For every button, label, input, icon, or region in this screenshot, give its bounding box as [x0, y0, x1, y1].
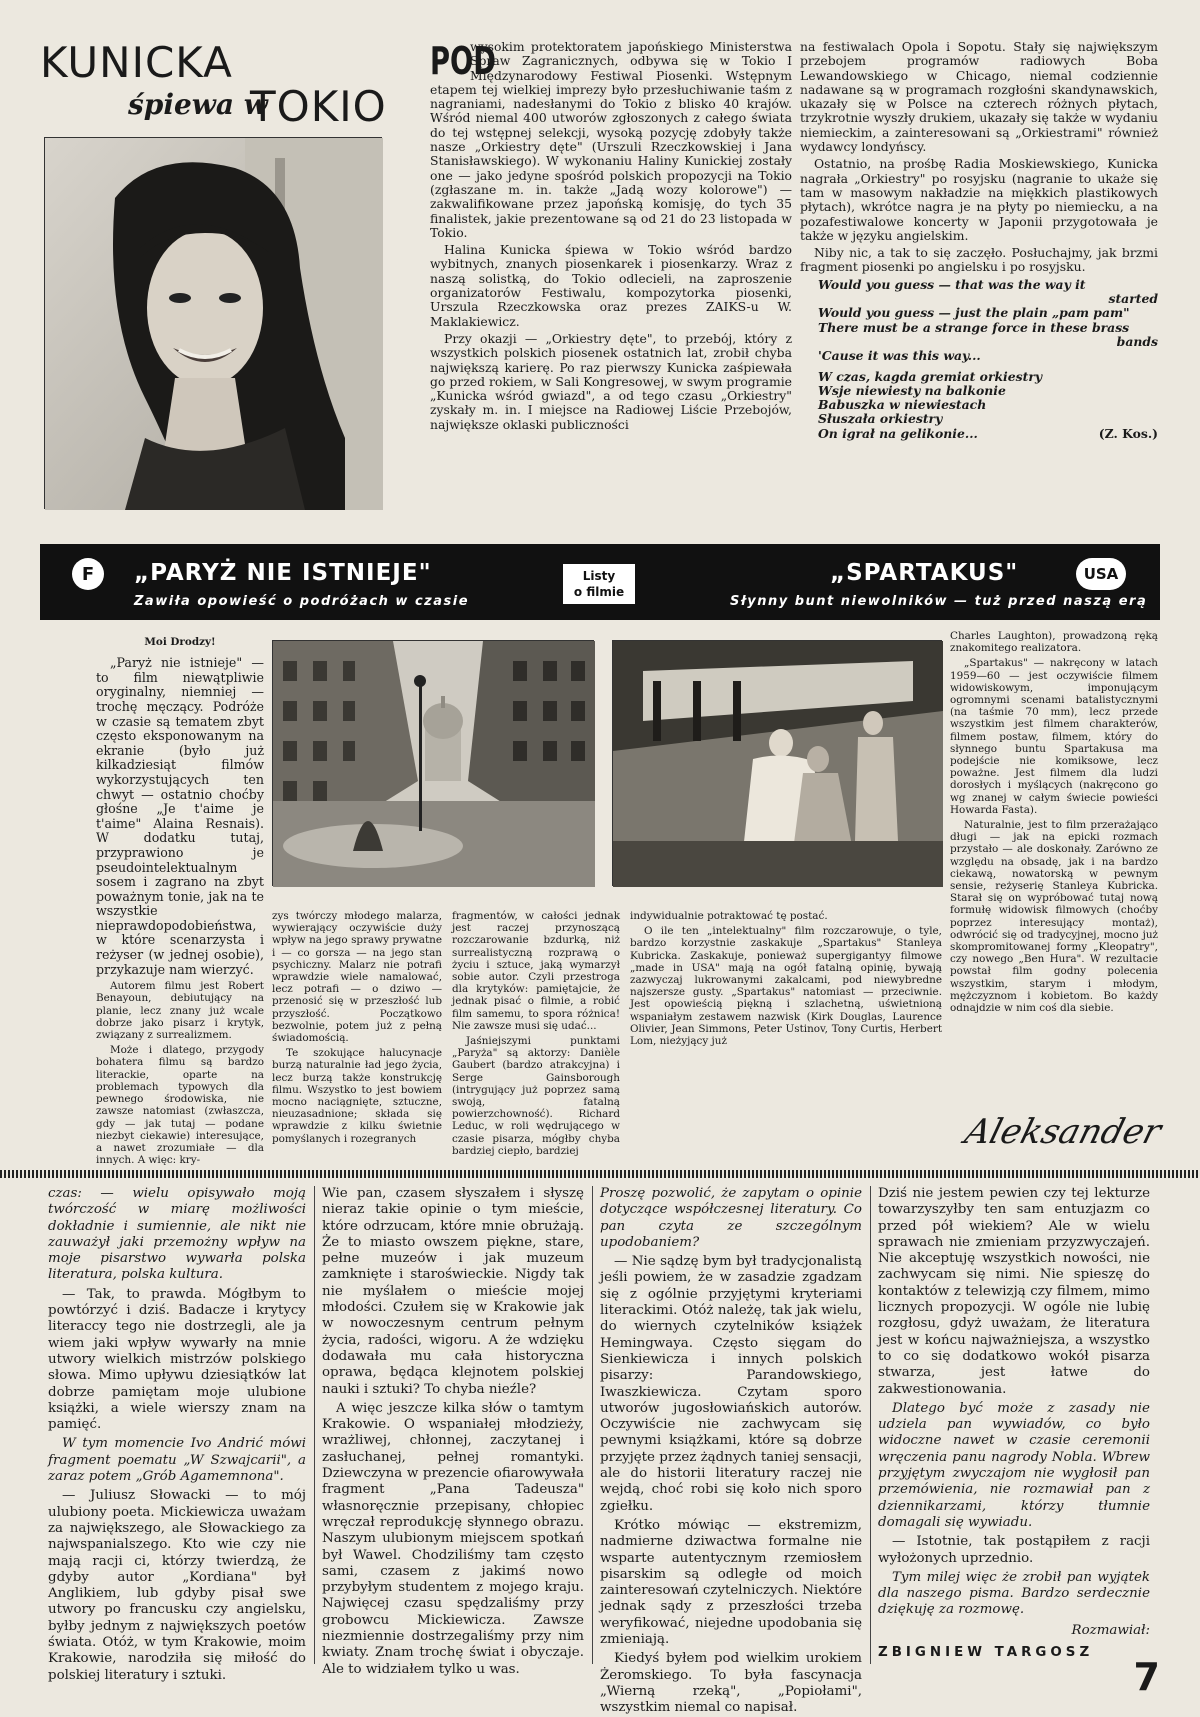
article-kunicka-p4: na festiwalach Opola i Sopotu. Stały się największym przebojem programów radiowych Boba Lewandowskiego w Chicago, niemal codziennie nadawane są w programach rozgłośni skandynawskich, ukazały się w Polsce na czterech różnych płytach, trzykrotnie wyszły drukiem, ukazały się także w wydaniu niemieckim, a zainteresowani są „Orkiestrami" również wydawcy londyńscy.	[800, 39, 1158, 155]
interview-c3-p1: Proszę pozwolić, że zapytam o opinie dotyczące współczesnej literatury. Co pan czyta ze szczególnym upodobaniem?	[600, 1186, 862, 1250]
lyric-line: bands	[1116, 333, 1158, 349]
letters-col5-p3: Naturalnie, jest to film przerażająco długi — jak na epicki rozmach przystało — ale doskonały. Zarówno ze względu na obsadę, jak i na bardzo ciekawą, nowatorską w pewnym sensie, reżyserię Stanleya Kubricka. Starał się on wypróbować tutaj nową formułę widowisk filmowych (choćby poprzez interesujący montaż), odwrócić się od tradycyjnej, mocno już skompromitowanej formy „Kleopatry", czy nowego „Ben Hura". W rezultacie powstał film godny polecenia wszystkim, starym i młodym, mężczyznom i kobietom. Bo każdy odnajdzie w nim coś dla siebie.	[950, 819, 1158, 1015]
spartakus-film-still	[612, 640, 942, 886]
lyric-line: Słuszała orkiestry	[818, 411, 943, 427]
lyric-line: On igrał na gelikonie...	[818, 425, 978, 441]
banner-title-spartakus: „SPARTAKUS"	[830, 560, 1019, 586]
letters-col4-p1: indywidualnie potraktować tę postać.	[630, 910, 828, 922]
interview-c1-p3: W tym momencie Ivo Andrić mówi fragment poematu „W Szwajcarii", a zaraz potem „Grób Agamemnona".	[48, 1436, 306, 1485]
interview-c1-p4: — Juliusz Słowacki — to mój ulubiony poeta. Mickiewicza uważam za największego, ale Słowackiego za najwspanialszego. Kto wie czy nie mają racji ci, którzy twierdzą, że gdyby autor „Kordiana" był Anglikiem, lub gdyby pisał swe utwory po francusku czy angielsku, byłby jednym z największych poetów świata. Otóż, w tym Krakowie, moim Krakowie, narodziła się miłość do polskiej literatury i sztuki.	[48, 1488, 306, 1683]
interview-c3-p3: Krótko mówiąc — ekstremizm, nadmierne dziwactwa formalne nie wsparte autentycznym rzemiosłem pisarskim są odległe od moich zainteresowań czytelniczych. Niektóre jednak sądy z przeszłości trzeba weryfikować, niejedne upodobania się zmieniają.	[600, 1517, 863, 1648]
letters-paris-p3: Może i dlatego, przygody bohatera filmu są bardzo literackie, oparte na problemach typowych dla pewnego środowiska, nie zawsze natomiast (zwłaszcza, gdy — jak tutaj — podane niezbyt ciekawie) interesujące, a nawet zrozumiałe — dla innych. A więc: kry-	[96, 1044, 264, 1167]
page-number: 7	[1133, 1655, 1160, 1699]
country-badge-france: F	[72, 558, 104, 590]
letters-paris-p2: Autorem filmu jest Robert Benayoun, debiutujący na planie, lecz znany już wcale dobrze jako pisarz i krytyk, związany z surrealizmem.	[96, 980, 264, 1042]
column-rule	[314, 1186, 315, 1664]
letters-col2	[272, 910, 442, 1172]
section-divider	[0, 1170, 1200, 1178]
article-kunicka-col1	[430, 40, 792, 510]
interview-c3-p2: — Nie sądzę bym był tradycjonalistą jeśli powiem, że w zasadzie zgadzam się z ogólnie przyjętymi kryteriami literackimi. Otóż należę, tak jak wielu, do wiernych czytelników książek Hemingwaya. Często sięgam do Sienkiewicza i innych polskich pisarzy: Parandowskiego, Iwaszkiewicza. Czytam sporo utworów jugosłowiańskich autorów. Oczywiście nie zachwycam się pewnymi książkami, które są dobrze przyjęte przez żądnych taniej sensacji, ale do historii literatury raczej nie wejdą, choć robi się koło nich sporo zgiełku.	[600, 1254, 862, 1514]
article-kunicka-p6: Niby nic, a tak to się zaczęło. Posłuchajmy, jak brzmi fragment piosenki po angielsku i po rosyjsku.	[800, 245, 1158, 275]
lyric-line: W czas, kagda gremiat orkiestry	[818, 368, 1043, 384]
pantheon-street-image	[273, 641, 595, 887]
article-kunicka-author: (Z. Kos.)	[1098, 425, 1158, 441]
lyric-line: Babuszka w niewiestach	[818, 397, 987, 413]
listy-line1: Listy	[582, 569, 616, 583]
article-title-tokio: TOKIO	[250, 82, 387, 131]
article-kunicka-col2	[800, 40, 1158, 510]
interview-col4	[878, 1186, 1150, 1661]
article-title-kunicka: KUNICKA	[40, 38, 233, 87]
country-badge-usa: USA	[1076, 558, 1126, 590]
banner-title-paryz: „PARYŻ NIE ISTNIEJE"	[134, 560, 432, 586]
letters-paris-p1: „Paryż nie istnieje" — to film niewątpliwie oryginalny, niemniej — trochę męczący. Podróże w czasie są tematem zbyt często eksponowanym na ekranie (było już kilkadziesiąt filmów wykorzystujących ten chwyt — ostatnio choćby głośne „Je t'aime je t'aime" Alaina Resnais). W dodatku tutaj, przyprawiono je pseudointelektualnym sosem i zagrano na zbyt poważnym tonie, jak na te wszystkie nieprawdopodobieństwa, w które scenarzysta i reżyser (w jednej osobie), przykazuje nam wierzyć.	[96, 655, 264, 977]
lyric-line: Would you guess — just the plain „pam pam"	[818, 305, 1130, 321]
banner-subtitle-spartakus: Słynny bunt niewolników — tuż przed naszą erą	[730, 594, 1148, 609]
interview-c4-p5: Rozmawiał:	[1071, 1622, 1150, 1638]
interview-c4-p2: Dlatego być może z zasady nie udziela pan wywiadów, co było widoczne nawet w czasie ceremonii wręczenia panu nagrody Nobla. Wbrew przyjętym zwyczajom nie wygłosił pan przemówienia, nie rozmawiał pan z dziennikarzami, którzy tłumnie domagali się wywiadu.	[878, 1400, 1150, 1530]
article-title-spiewa: śpiewa w	[128, 88, 268, 121]
song-lyrics-english	[800, 278, 1158, 364]
listy-o-filmie-box	[563, 564, 635, 604]
letters-col1	[96, 636, 264, 1170]
column-rule	[592, 1186, 593, 1664]
interview-c4-p1: Dziś nie jestem pewien czy tej lekturze towarzyszyłby ten sam entuzjazm co przed pół wiekiem? Ale w wielu sprawach nie zmieniam przyzwyczajeń. Nie akceptuję wszystkich nowości, nie zachwycam się nimi. Nie spieszę do kontaktów z telewizją czy filmem, mimo licznych propozycji. W ogóle nie lubię rozgłosu, gdyż uważam, że literatura jest w końcu najważniejsza, a wszystko to co się dodatkowo wokół pisarza stwarza, jest łatwe do zakwestionowania.	[878, 1186, 1150, 1397]
interview-author: ZBIGNIEW TARGOSZ	[878, 1645, 1094, 1661]
song-lyrics-russian	[800, 370, 1158, 441]
kunicka-photo	[44, 137, 382, 509]
article-kunicka-p5: Ostatnio, na prośbę Radia Moskiewskiego, Kunicka nagrała „Orkiestry" po rosyjsku (nagranie to ukaże się tam w masowym nakładzie na miękkich plastikowych płytach), wkrótce nagra je na płyty po niemiecku, a na pozafestiwalowe koncerty w Japonii przygotowała je także w języku angielskim.	[800, 156, 1158, 243]
letters-greeting: Moi Drodzy!	[144, 636, 216, 648]
column-rule	[870, 1186, 871, 1664]
film-letters-banner	[40, 544, 1160, 620]
interview-col3	[600, 1186, 863, 1716]
letters-col5-p2: „Spartakus" — nakręcony w latach 1959—60 — jest oczywiście filmem widowiskowym, imponującym ogromnymi scenami batalistycznymi (na taśmie 70 mm), lecz przede wszystkim jest filmem charakterów, filmem postaw, filmem, który do słynnego buntu Spartakusa ma podejście nie komiksowe, lecz poważne. Jest filmem dla ludzi dorosłych i myślących (nakręcono go wg znanej w całym świecie powieści Howarda Fasta).	[950, 657, 1158, 816]
interview-c3-p4: Kiedyś byłem pod wielkim urokiem Żeromskiego. To była fascynacja „Wierną rzeką", „Popiołami", wszystkim niemal co napisał.	[600, 1651, 862, 1716]
letters-signature: Aleksander	[960, 1112, 1166, 1152]
letters-col4	[630, 910, 942, 1172]
interview-c1-p2: — Tak, to prawda. Mógłbym to powtórzyć i dziś. Badacze i krytycy literaccy tego nie dostrzegli, ale ja wiem jaki wpływ wywarły na mnie utwory wielkich mistrzów polskiego słowa. Mimo upływu dziesiątków lat dobrze pamiętam moje ulubione książki, a wiele wierszy znam na pamięć.	[48, 1286, 306, 1433]
interview-c4-p4: Tym milej więc że zrobił pan wyjątek dla naszego pisma. Bardzo serdecznie dziękuję za rozmowę.	[878, 1569, 1150, 1618]
letters-col4-p2: O ile ten „intelektualny" film rozczarowuje, o tyle, bardzo korzystnie zaskakuje „Spartakus" Stanleya Kubricka. Zaskakuje, ponieważ supergigantyy filmowe „made in USA" mają na ogół fatalną opinię, bywają zazwyczaj lukrowanymi zakalcami, pod niewybredne najszersze gusty. „Spartakus" natomiast — przeciwnie. Jest opowieścią piękną i szlachetną, uświetnioną wspaniałym zestawem nazwisk (Kirk Douglas, Laurence Olivier, Jean Simmons, Peter Ustinov, Tony Curtis, Herbert Lom, nieżyjący już	[630, 925, 942, 1048]
paris-film-still	[272, 640, 594, 886]
kunicka-portrait-image	[45, 138, 383, 510]
listy-line2: o filmie	[573, 585, 625, 599]
article-kunicka-p1: wysokim protektoratem japońskiego Ministerstwa Spraw Zagranicznych, odbywa się w Tokio I Międzynarodowy Festiwal Piosenki. Wstępnym etapem tej wielkiej imprezy było przesłuchiwanie taśm z nagraniami, nadesłanymi do Tokio z blisko 40 krajów. Wśród niemal 400 utworów zgłoszonych z całego świata do tej wstępnej selekcji, wysoką pozycję zdobyły także nasze „Orkiestry dęte" (Urszuli Rzeczkowskiej i Jana Stanisławskiego). W wykonaniu Haliny Kunickiej zostały one — jako jedyne spośród polskich propozycji na Tokio (zgłaszane m. in. także „Jadą wozy kolorowe") — zakwalifikowane przez japońską komisję, do tych 35 finalistek, jakie prezentowane są od 21 do 23 listopada w Tokio.	[430, 39, 792, 240]
letters-col2-p2: Te szokujące halucynacje burzą naturalnie ład jego życia, lecz burzą także konstrukcję filmu. Wszystko to jest bowiem mocno naciągnięte, sztuczne, nieuzasadnione; składa się wprawdzie z kilku świetnie pomyślanych i rozegranych	[272, 1047, 442, 1145]
lyric-line: There must be a strange force in these brass	[818, 319, 1130, 335]
letters-col2-p1: zys twórczy młodego malarza, wywierający oczywiście duży wpływ na jego sprawy prywatne i — co gorsza — na jego stan psychiczny. Malarz nie potrafi wprawdzie wiele namalować, lecz potrafi — o dziwo — przenosić się w przeszłość lub przyszłość. Początkowo bezwolnie, potem już z pełną świadomością.	[272, 910, 442, 1045]
lyric-line: 'Cause it was this way...	[818, 348, 981, 364]
letters-col3	[452, 910, 620, 1172]
interview-c1-p1: czas: — wielu opisywało moją twórczość w miarę możliwości dokładnie i sumiennie, ale nikt nie zauważył jaki przemożny wpływ na moje pisarstwo wywarła polska literatura, polska kultura.	[48, 1186, 306, 1283]
interview-col2	[322, 1186, 584, 1677]
lyric-line: Wsje niewiesty na balkonie	[818, 382, 1006, 398]
letters-col3-p2: Jaśniejszymi punktami „Paryża" są aktorzy: Danièle Gaubert (bardzo atrakcyjna) i Serge Gainsborough (intrygujący już poprzez samą swoją, fatalną powierzchowność). Richard Leduc, w roli wędrującego w czasie pisarza, mógłby chyba bardziej ciepło, bardziej	[452, 1035, 620, 1157]
lyric-line: Would you guess — that was the way it	[818, 276, 1086, 292]
interview-col1	[48, 1186, 306, 1683]
interview-c2-p2: A więc jeszcze kilka słów o tamtym Krakowie. O wspaniałej młodzieży, wrażliwej, chłonnej, zaczytanej i zasłuchanej, pełnej romantyki. Dziewczyna w prezencie ofiarowywała fragment „Pana Tadeusza" własnoręcznie przepisany, chłopiec wręczał reprodukcję słynnego obrazu. Naszym ulubionym miejscem spotkań był Wawel. Chodziliśmy tam często sami, czasem z jakimś nowo przybyłym studentem z mojego kraju. Najwięcej czasu spędzaliśmy przy grobowcu Mickiewicza. Zawsze niezmiennie dostrzegaliśmy przy nim kwiaty. Znam trochę świat i obyczaje. Ale to widziałem tylko u was.	[322, 1400, 584, 1677]
letters-col5-p1: Charles Laughton), prowadzoną ręką znakomitego realizatora.	[950, 630, 1158, 655]
dropcap: POD	[430, 39, 496, 83]
banner-subtitle-paryz: Zawiła opowieść o podróżach w czasie	[134, 594, 470, 609]
article-kunicka-p2: Halina Kunicka śpiewa w Tokio wśród bardzo wybitnych, znanych piosenkarek i piosenkarzy. Wraz z naszą solistką, do Tokio odlecieli, na zaproszenie organizatorów Festiwalu, kompozytorka piosenki, Urszula Rzeczkowska oraz prezes ZAIKS-u W. Maklakiewicz.	[430, 242, 792, 329]
lyric-line: started	[1108, 291, 1158, 307]
interview-c4-p3: — Istotnie, tak postąpiłem z racji wyłożonych uprzednio.	[878, 1534, 1150, 1566]
interview-c2-p1: Wie pan, czasem słyszałem i słyszę nieraz takie opinie o tym mieście, które odrzucam, które mnie obrużają. Że to miasto owszem piękne, stare, pełne muzeów i jak muzeum zamknięte i staroświeckie. Nigdy tak nie myślałem o mieście mojej młodości. Czułem się w Krakowie jak w nowoczesnym centrum pełnym życia, radości, wigoru. A że wdzięku dodawała mu cała historyczna oprawa, będąca klejnotem polskiej nauki i sztuki? To chyba nieźle?	[322, 1186, 584, 1397]
letters-col3-p1: fragmentów, w całości jednak jest raczej przynoszącą rozczarowanie bzdurką, niż surrealistyczną rozprawą o życiu i sztuce, jaką wymarzył sobie autor. Czyli przestroga dla krytyków: pamiętajcie, że jednak pisać o filmie, a robić film samemu, to spora różnica! Nie zawsze musi się udać...	[452, 910, 620, 1032]
article-kunicka-p3: Przy okazji — „Orkiestry dęte", to przebój, który z wszystkich polskich piosenek ostatnich lat, zrobił chyba największą karierę. Po raz pierwszy Kunicka zaśpiewała go przed rokiem, w Sali Kongresowej, w swym programie „Kunicka wśród gwiazd", a od tego czasu „Orkiestry" zyskały m. in. I miejsce na Radiowej Liście Przebojów, największe oklaski publiczności	[430, 330, 792, 432]
letters-col5	[950, 630, 1158, 1092]
spartakus-scene-image	[613, 641, 943, 887]
